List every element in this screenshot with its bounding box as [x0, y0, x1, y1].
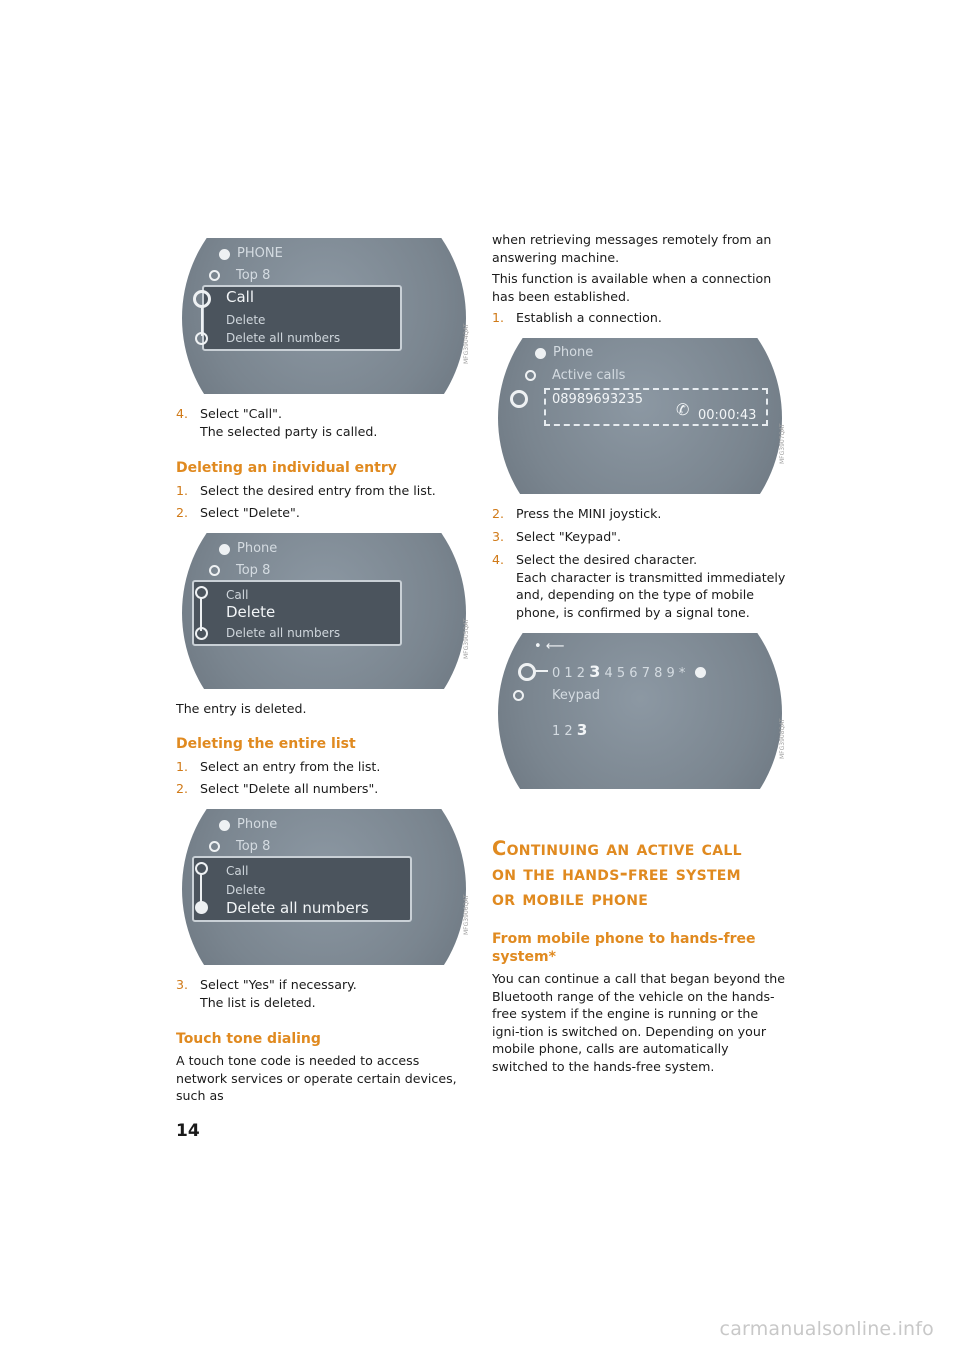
connector-line: [200, 873, 202, 903]
figure-code: MFG3905QAT: [463, 618, 470, 659]
menu-item-top8: Top 8: [236, 563, 271, 578]
intro-paragraph-1: when retrieving messages remotely from an answering machine.: [492, 232, 772, 265]
heading-from-mobile-phone: [492, 930, 788, 966]
menu-item-top8: Top 8: [236, 268, 271, 283]
phone-handset-icon: ✆: [676, 400, 690, 419]
menu-item-top8: Top 8: [236, 839, 271, 854]
keypad-label: Keypad: [552, 688, 601, 703]
step-number: 1.: [492, 310, 505, 325]
heading-deleting-individual: Deleting an individual entry: [176, 460, 397, 476]
menu-ring-icon: [513, 690, 524, 701]
step-text: Select "Delete".: [200, 505, 300, 520]
menu-dot-icon: [219, 249, 230, 260]
connector-line: [200, 597, 202, 631]
step-2-entire: [176, 780, 472, 798]
figure-code: MFG3906QAT: [463, 894, 470, 935]
step-number: 3.: [176, 977, 189, 992]
figure-code: MFG3908QAT: [779, 718, 786, 759]
controller-ring-icon: [518, 663, 536, 681]
step-2-individual: [176, 504, 472, 522]
step-text: Select the desired entry from the list.: [200, 483, 436, 498]
step-3-entire: [176, 976, 472, 1011]
keypad-digits: 0 1 2 3 4 5 6 7 8 9 *: [552, 662, 686, 681]
intro-paragraph-2: This function is available when a connection has been established.: [492, 271, 772, 304]
display-screen-delete-all: [176, 809, 472, 965]
step-number: 4.: [492, 552, 505, 567]
step-text: Select "Call".: [200, 406, 282, 421]
controller-ring-icon: [193, 290, 211, 308]
option-call: Call: [226, 288, 255, 306]
step-number: 3.: [492, 529, 505, 544]
step-4-character: [492, 551, 788, 621]
back-arrow-icon: • ⟵: [534, 639, 565, 654]
figure-code: MFG3907QAT: [779, 423, 786, 464]
step-1-connection: [492, 309, 788, 327]
controller-ring-icon: [195, 627, 208, 640]
step-text: Press the MINI joystick.: [516, 506, 662, 521]
menu-item-active-calls: Active calls: [552, 368, 626, 383]
watermark: carmanualsonline.info: [719, 1318, 934, 1340]
menu-ring-icon: [209, 841, 220, 852]
step-text: Select "Yes" if necessary.: [200, 977, 357, 992]
from-mobile-paragraph: You can continue a call that began beyond the Bluetooth range of the vehicle on the hands-free system if the engine is running or the igni-tion is switched on. Depending on your mobile phone, calls are automatically switched to the hands-free system.: [492, 971, 786, 1074]
step-1-entire: [176, 758, 472, 776]
option-delete: Delete: [226, 883, 266, 897]
touch-tone-paragraph: A touch tone code is needed to access network services or operate certain devices, such as: [176, 1053, 457, 1104]
option-delete: Delete: [226, 603, 276, 621]
display-screen-keypad: [492, 633, 788, 789]
heading-line-3: or mobile phone: [492, 887, 649, 910]
menu-item-phone: Phone: [237, 541, 278, 556]
display-screen-active-call: [492, 338, 788, 494]
step-number: 4.: [176, 406, 189, 421]
figure-code: MFG3904QAT: [463, 323, 470, 364]
step-2-joystick: [492, 505, 788, 523]
menu-ring-icon: [209, 565, 220, 576]
step-number: 1.: [176, 759, 189, 774]
display-dial: [498, 633, 782, 789]
option-delete-all: Delete all numbers: [226, 626, 341, 640]
option-delete-all: Delete all numbers: [226, 331, 341, 345]
option-call: Call: [226, 864, 249, 878]
step-number: 2.: [492, 506, 505, 521]
step-subtext: The selected party is called.: [200, 423, 378, 439]
heading-line-1: Continuing an active call: [492, 837, 742, 860]
call-number: 08989693235: [552, 392, 643, 407]
menu-dot-icon: [219, 820, 230, 831]
step-subtext: The list is deleted.: [200, 994, 316, 1010]
display-screen-call: [176, 238, 472, 394]
connector-line: [534, 670, 548, 672]
confirm-icon: [695, 667, 706, 678]
step-number: 2.: [176, 781, 189, 796]
menu-item-phone: Phone: [237, 817, 278, 832]
entry-deleted-text: The entry is deleted.: [176, 701, 307, 716]
step-text: Select "Delete all numbers".: [200, 781, 379, 796]
subheading-line-1: From mobile phone to hands-free: [492, 931, 756, 947]
controller-ring-icon: [510, 390, 528, 408]
controller-ring-icon: [195, 332, 208, 345]
option-delete: Delete: [226, 313, 266, 327]
menu-dot-icon: [535, 348, 546, 359]
step-number: 1.: [176, 483, 189, 498]
step-text: Establish a connection.: [516, 310, 662, 325]
step-3-keypad: [492, 528, 788, 546]
controller-dot-icon: [195, 901, 208, 914]
step-subtext: Each character is transmitted immediately and, depending on the type of mobile phone, is confirmed by a signal tone.: [516, 569, 786, 620]
step-text: Select an entry from the list.: [200, 759, 381, 774]
menu-ring-icon: [209, 270, 220, 281]
step-1-individual: [176, 482, 472, 500]
step-text: Select "Keypad".: [516, 529, 621, 544]
display-screen-delete: [176, 533, 472, 689]
option-delete-all: Delete all numbers: [226, 899, 369, 917]
option-call: Call: [226, 588, 249, 602]
step-text: Select the desired character.: [516, 552, 698, 567]
heading-deleting-entire: Deleting the entire list: [176, 736, 356, 752]
heading-line-2: on the hands-free system: [492, 862, 741, 885]
call-duration: 00:00:43: [698, 408, 757, 423]
subheading-line-2: system*: [492, 949, 556, 965]
heading-touch-tone: Touch tone dialing: [176, 1031, 321, 1047]
menu-dot-icon: [219, 544, 230, 555]
step-4-call: [176, 405, 472, 440]
menu-item-phone: PHONE: [237, 246, 283, 261]
step-number: 2.: [176, 505, 189, 520]
menu-ring-icon: [525, 370, 536, 381]
entered-digits: 1 2 3: [552, 721, 588, 739]
menu-item-phone: Phone: [553, 345, 594, 360]
heading-continuing-active-call: [492, 836, 788, 911]
page-number: 14: [176, 1121, 200, 1141]
